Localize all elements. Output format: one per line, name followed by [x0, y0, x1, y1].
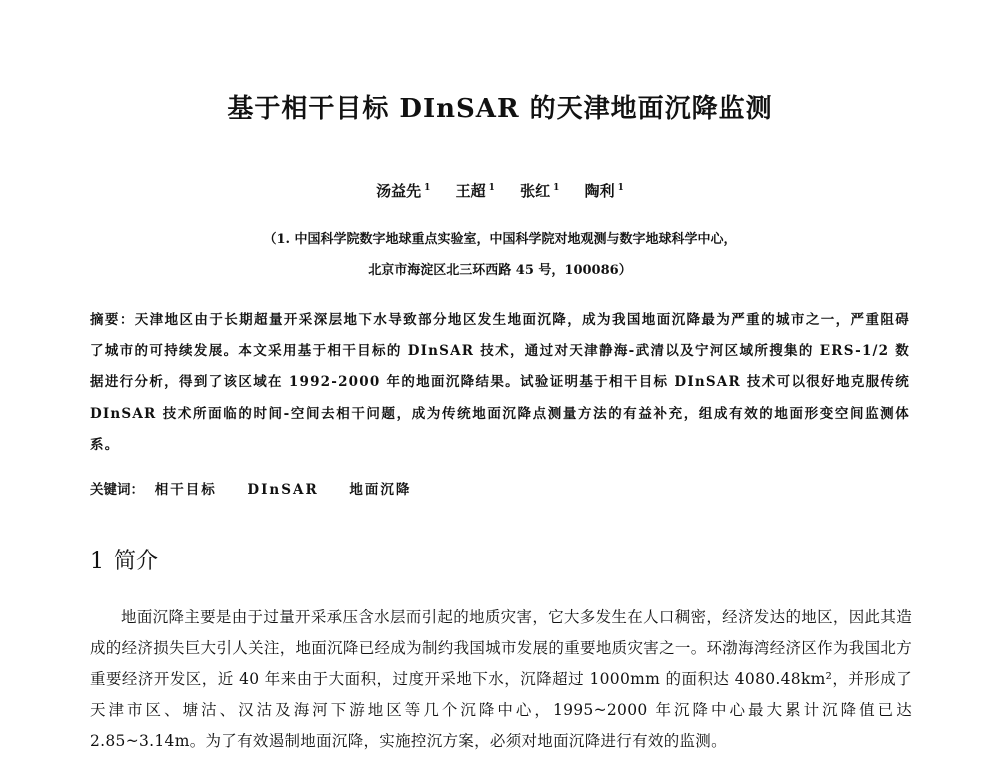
author-3	[520, 180, 559, 201]
keyword-2: DInSAR	[247, 482, 319, 498]
abstract	[90, 305, 910, 461]
keywords	[90, 478, 910, 498]
abstract-label: 摘要：	[90, 312, 135, 328]
keyword-3: 地面沉降	[349, 482, 412, 498]
affiliation-mark: 1	[488, 183, 495, 193]
paper-title: 基于相干目标 DInSAR 的天津地面沉降监测	[227, 94, 773, 124]
author-list	[0, 180, 1000, 201]
section-number: 1	[90, 549, 104, 574]
keyword-1: 相干目标	[154, 482, 217, 498]
affiliation-mark: 1	[617, 183, 624, 193]
author-name: 王超	[455, 182, 486, 200]
affiliation-line-2: 北京市海淀区北三环西路 45 号，100086）	[368, 263, 632, 278]
affiliation-mark: 1	[553, 183, 560, 193]
section-heading	[90, 544, 158, 575]
affiliation-mark: 1	[424, 183, 431, 193]
abstract-text: 天津地区由于长期超量开采深层地下水导致部分地区发生地面沉降，成为我国地面沉降最为严重的城市之一，严重阻碍了城市的可持续发展。本文采用基于相干目标的 DInSAR 技术，通过对天津静海-武清以及宁河区域所搜集的 ERS-1/2 数据进行分析，得到了该区域在 1992-2000 年的地面沉降结果。试验证明基于相干目标 DInSAR 技术可以很好地克服传统 DInSAR 技术所面临的时间-空间去相干问题，成为传统地面沉降点测量方法的有益补充，组成有效的地面形变空间监测体系。	[90, 312, 910, 453]
author-name: 张红	[520, 182, 551, 200]
section-title: 简介	[114, 549, 159, 574]
keywords-label: 关键词：	[90, 482, 144, 498]
body-paragraph: 地面沉降主要是由于过量开采承压含水层而引起的地质灾害，它大多发生在人口稠密，经济发达的地区，因此其造成的经济损失巨大引人关注，地面沉降已经成为制约我国城市发展的重要地质灾害之一。环渤海湾经济区作为我国北方重要经济开发区，近 40 年来由于大面积，过度开采地下水，沉降超过 1000mm 的面积达 4080.48km²，并形成了天津市区、塘沽、汉沽及海河下游地区等几个沉降中心，1995~2000 年沉降中心最大累计沉降值已达 2.85~3.14m。为了有效遏制地面沉降，实施控沉方案，必须对地面沉降进行有效的监测。	[90, 608, 912, 750]
author-1	[376, 180, 430, 201]
author-name: 汤益先	[376, 182, 422, 200]
author-2	[456, 180, 495, 201]
affiliation-line-1: （1. 中国科学院数字地球重点实验室，中国科学院对地观测与数字地球科学中心，	[263, 232, 737, 247]
author-4	[585, 180, 624, 201]
author-name: 陶利	[584, 182, 615, 200]
